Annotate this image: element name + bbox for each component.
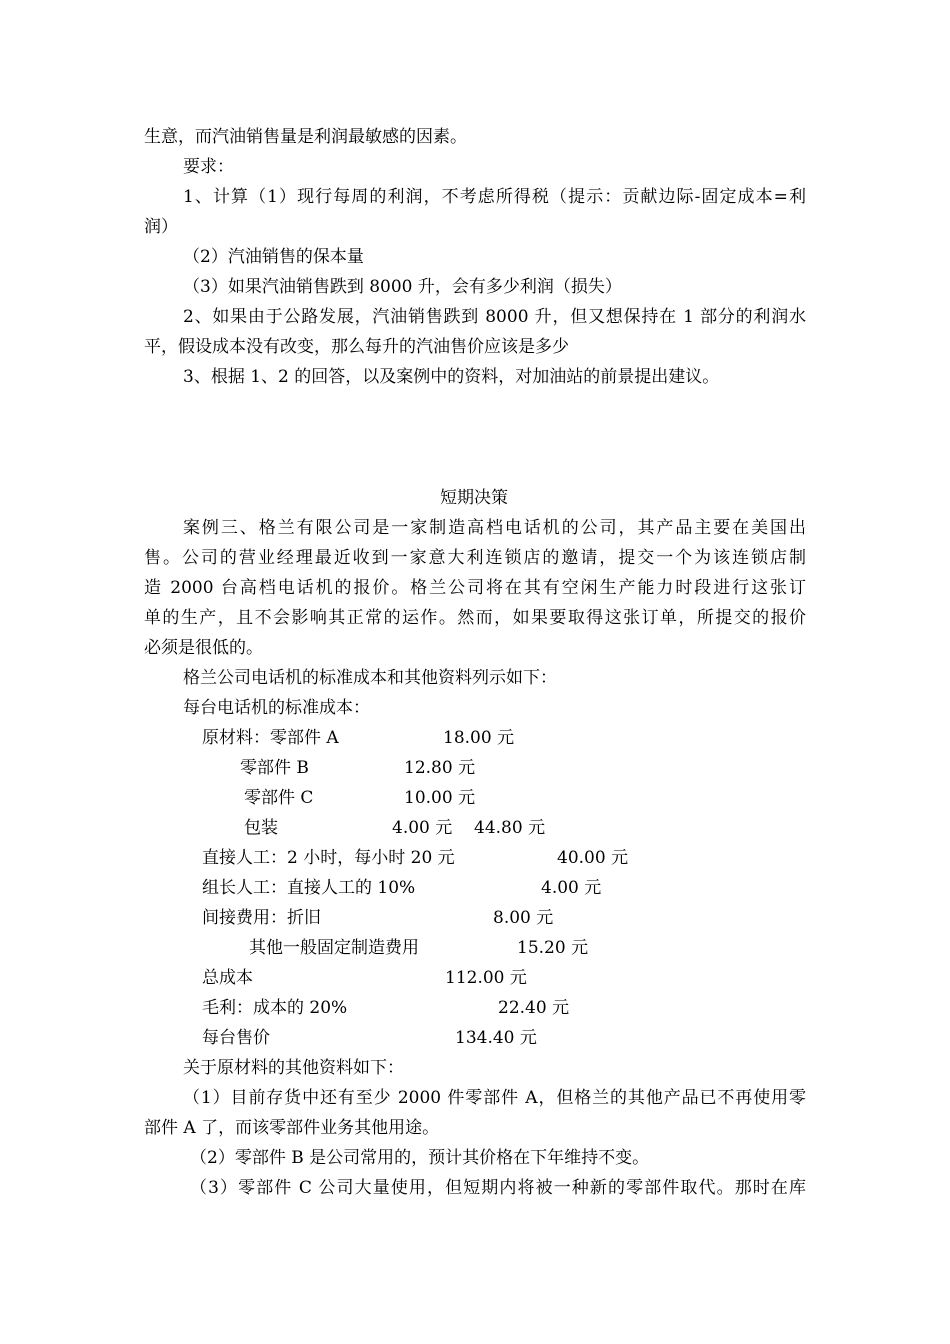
cost-item-value: 12.80 元 (404, 758, 476, 778)
cost-item-label: 包装 (244, 818, 278, 838)
cost-item-value: 4.00 元 (541, 878, 602, 898)
cost-item-value: 10.00 元 (404, 788, 476, 808)
text-line: 1、计算（1）现行每周的利润，不考虑所得税（提示：贡献边际-固定成本=利 (183, 187, 806, 207)
cost-subtotal-value: 44.80 元 (474, 818, 546, 838)
text-line: 售。公司的营业经理最近收到一家意大利连锁店的邀请，提交一个为该连锁店制 (144, 548, 806, 568)
cost-item-value: 4.00 元 (392, 818, 453, 838)
cost-item-label: 其他一般固定制造费用 (249, 938, 419, 958)
cost-item-label: 零部件 C (244, 788, 314, 808)
cost-item-label: 原材料：零部件 A (202, 728, 339, 748)
text-line: 关于原材料的其他资料如下： (183, 1058, 404, 1078)
text-line: 3、根据 1、2 的回答，以及案例中的资料，对加油站的前景提出建议。 (183, 367, 720, 387)
cost-item-label: 直接人工：2 小时，每小时 20 元 (202, 848, 455, 868)
section-title: 短期决策 (440, 488, 508, 508)
text-line: 部件 A 了，而该零部件业务其他用途。 (144, 1118, 440, 1138)
cost-item-label: 间接费用：折旧 (202, 908, 321, 928)
text-line: （2）零部件 B 是公司常用的，预计其价格在下年维持不变。 (190, 1148, 650, 1168)
text-line: 2、如果由于公路发展，汽油销售跌到 8000 升，但又想保持在 1 部分的利润水 (183, 307, 806, 327)
cost-item-value: 112.00 元 (445, 968, 527, 988)
text-line: 生意，而汽油销售量是利润最敏感的因素。 (144, 127, 467, 147)
text-line: 造 2000 台高档电话机的报价。格兰公司将在其有空闲生产能力时段进行这张订 (144, 578, 806, 598)
cost-item-value: 134.40 元 (455, 1028, 537, 1048)
cost-item-label: 每台售价 (202, 1028, 270, 1048)
text-line: 格兰公司电话机的标准成本和其他资料列示如下： (183, 668, 557, 688)
cost-item-label: 组长人工：直接人工的 10% (202, 878, 416, 898)
text-line: 润） (144, 217, 178, 237)
text-line: 每台电话机的标准成本： (183, 698, 370, 718)
cost-item-value: 18.00 元 (443, 728, 515, 748)
text-line: （3）零部件 C 公司大量使用，但短期内将被一种新的零部件取代。那时在库 (190, 1178, 806, 1198)
text-line: 单的生产，且不会影响其正常的运作。然而，如果要取得这张订单，所提交的报价 (144, 608, 806, 628)
cost-item-value: 8.00 元 (493, 908, 554, 928)
text-line: 平，假设成本没有改变，那么每升的汽油售价应该是多少 (144, 337, 569, 357)
cost-item-value: 15.20 元 (517, 938, 589, 958)
cost-item-label: 毛利：成本的 20% (202, 998, 348, 1018)
cost-item-value: 40.00 元 (557, 848, 629, 868)
text-line: （2）汽油销售的保本量 (183, 247, 364, 267)
text-line: （1）目前存货中还有至少 2000 件零部件 A，但格兰的其他产品已不再使用零 (183, 1088, 806, 1108)
text-line: （3）如果汽油销售跌到 8000 升，会有多少利润（损失） (183, 277, 622, 297)
text-line: 必须是很低的。 (144, 638, 263, 658)
cost-item-label: 总成本 (202, 968, 253, 988)
text-line: 要求： (183, 157, 234, 177)
text-line: 案例三、格兰有限公司是一家制造高档电话机的公司，其产品主要在美国出 (183, 518, 806, 538)
cost-item-value: 22.40 元 (498, 998, 570, 1018)
cost-item-label: 零部件 B (240, 758, 309, 778)
